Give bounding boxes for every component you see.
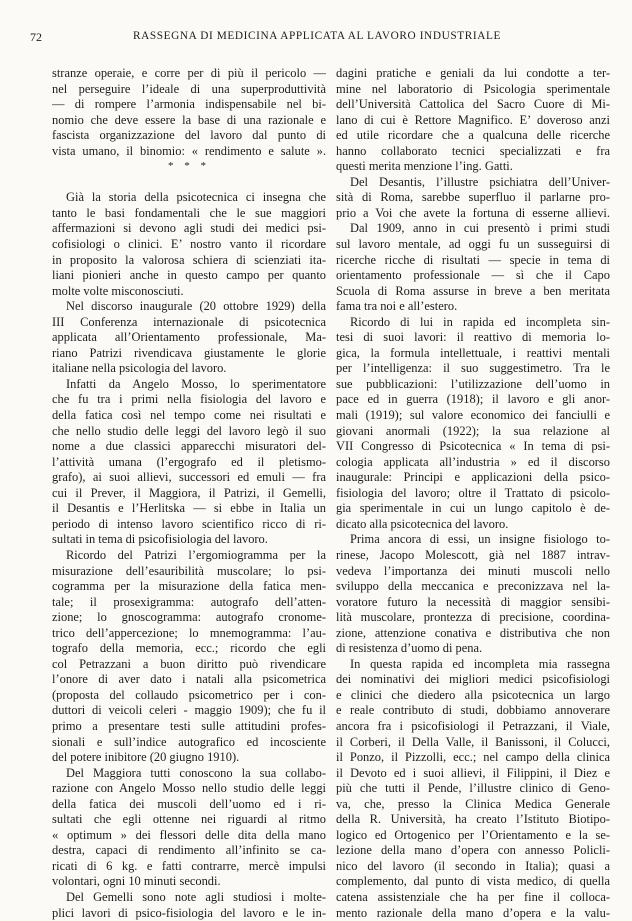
text-line: Del Gemelli sono note agli studiosi i molte- [66, 889, 326, 904]
text-line: Infatti da Angelo Mosso, lo sperimentatore [66, 376, 326, 391]
text-line: mali (1919); sul valore economico dei fanciulli e [336, 408, 610, 423]
text-line: cui il Prever, il Maggiora, il Patrizi, il Gemelli, [52, 485, 326, 500]
text-line: cogramma per la misurazione della fatica men- [52, 579, 326, 594]
text-line: sionali e sull’indice autografico ed incosciente [52, 734, 326, 749]
text-line: del potere inibitore (20 giugno 1910). [52, 750, 240, 765]
text-line: primo a presentare testi sulle attitudini profes- [52, 718, 326, 733]
text-line: che nello studio delle leggi del lavoro legò il suo [52, 423, 326, 438]
text-line: fama tra noi e all’estero. [336, 299, 458, 314]
text-line: della R. Università, ha creato l’Istituto Biotipo- [336, 812, 610, 827]
text-line: e clinici che diedero alla psicotecnica un largo [336, 687, 610, 702]
text-line: lità muscolare, prontezza di precisione, coordina- [336, 610, 610, 625]
text-line: il Desantis e l’Herlitska — si ebbe in Italia un [52, 501, 326, 516]
text-line: sità di Roma, sarebbe superfluo il parlarne pro- [336, 190, 610, 205]
text-line: duttori di veicoli celeri - maggio 1909); che fu il [52, 703, 326, 718]
text-line: * * * [168, 160, 210, 173]
text-line: Ricordo del Patrizi l’ergomiogramma per la [66, 547, 326, 562]
left-text-column [52, 66, 326, 921]
text-line: fisiologia del lavoro; oltre il Trattato di psicolo- [336, 485, 610, 500]
text-line: ancora fra i psicofisiologi il Petrazzani, il Viale, [336, 718, 610, 733]
text-line: logico ed Ortogenico per l’Orientamento e la se- [336, 827, 610, 842]
text-line: tanto le basi fondamentali che le sue maggiori [52, 205, 326, 220]
text-line: gica, la formula intellettuale, i reattivi mentali [336, 345, 610, 360]
text-line: sul lavoro mentale, ad oggi fu un susseguirsi di [336, 237, 610, 252]
text-line: il Devoto ed i suoi allievi, il Filippini, il Diez e [336, 765, 610, 780]
text-line: razione con Angelo Mosso nello studio delle leggi [52, 781, 326, 796]
text-line: della fatica così nel tempo come nei risultati e [52, 408, 326, 423]
text-line: lano di cui è Rettore Magnifico. E’ doveroso anzi [336, 112, 610, 127]
text-line: Dal 1909, anno in cui presentò i primi studi [350, 221, 610, 236]
text-line: In questa rapida ed incompleta mia rassegna [350, 656, 610, 671]
text-line: che fu tra i primi nella fisiologia del lavoro e [52, 392, 326, 407]
text-line: vista umano, il binomio: « rendimento e salute ». [52, 143, 326, 158]
running-header [30, 30, 604, 48]
text-line: hanno collaborato tecnici specializzati e fra [336, 143, 610, 158]
text-line: Ricordo di lui in rapida ed incompleta sin- [350, 314, 610, 329]
text-line: grafo), ai suoi allievi, successori ed emuli — fra [52, 470, 326, 485]
text-line: sue pubblicazioni: l’utilizzazione dell’uomo in [336, 376, 610, 391]
text-line: dicato alla psicotecnica del lavoro. [336, 516, 509, 531]
text-line: mine nel laboratorio di Psicologia sperimentale [336, 81, 610, 96]
text-line: inaugurale: Principi e applicazioni della psico- [336, 470, 610, 485]
text-line: Del Maggiora tutti conoscono la sua collabo- [66, 765, 326, 780]
text-line: sultati in tema di psicofisiologia del lavoro. [52, 532, 268, 547]
text-line: prio a Voi che avete la fortuna di esserne allievi. [336, 205, 610, 220]
text-line: periodo di intenso lavoro scientifico ricco di ri- [52, 516, 326, 531]
text-line: plici lavori di psico-fisiologia del lavoro e le in- [52, 905, 326, 920]
text-line: dell’Università Cattolica del Sacro Cuore di Mi- [336, 97, 610, 112]
text-line: il Ponzo, il Pizzolli, ecc.; nel campo della clinica [336, 750, 610, 765]
running-title: RASSEGNA DI MEDICINA APPLICATA AL LAVORO INDUSTRIALE [133, 30, 501, 42]
text-line: nomio che deve essere la base di una razionale e [52, 112, 326, 127]
text-line: Già la storia della psicotecnica ci insegna che [66, 190, 326, 205]
text-line: nome a due classici apparecchi misuratori del- [52, 439, 326, 454]
text-line: rinese, Jacopo Molescott, già nel 1887 intrav- [336, 547, 610, 562]
text-line: di resistenza d’uomo di pena. [336, 641, 483, 656]
text-line: il Corberi, il Della Valle, il Banissoni, il Colucci, [336, 734, 610, 749]
text-line: l’attività umana (l’ergografo ed il pletismo- [52, 454, 326, 469]
text-line: più che tutti il Pende, l’illustre clinico di Geno- [336, 781, 610, 796]
text-line: tografo della memoria, ecc.; ricordo che egli [52, 641, 326, 656]
text-line: nico del lavoro (il secondo in Italia); quasi a [336, 858, 610, 873]
text-line: destra, capaci di rendimento all’infinito se ca- [52, 843, 326, 858]
text-line: complemento, dal punto di vista medico, di quella [336, 874, 610, 889]
text-line: Scuola di Roma assurse in breve a ben meritata [336, 283, 610, 298]
text-line: (proposta del collaudo psicometrico per i con- [52, 687, 326, 702]
text-line: va, che, presso la Clinica Medica Generale [336, 796, 610, 811]
text-line: lezione della mano d’opera con annesso Policli- [336, 843, 610, 858]
text-line: VII Congresso di Psicotecnica « In tema di psi- [336, 439, 610, 454]
text-line: orientamento professionale — sì che il Capo [336, 268, 610, 283]
text-line: questi merita menzione l’ing. Gatti. [336, 159, 513, 174]
text-line: sultati che egli ottenne nei riguardi al ritmo [52, 812, 326, 827]
text-line: tale; il prosexigramma: autografo dell’atten- [52, 594, 326, 609]
text-line [52, 175, 326, 191]
text-line: voratore futuro la necessità di maggior sensibi- [336, 594, 610, 609]
text-line: ricerche ricche di risultati — specie in tema di [336, 252, 610, 267]
text-line: gia sperimentale in cui un lungo capitolo è de- [336, 501, 610, 516]
text-line: misurazione dell’esauribilità muscolare; lo psi- [52, 563, 326, 578]
text-line: zione, attenzione conativa e distributiva che non [336, 625, 610, 640]
text-line: giovani anormali (1922); la sua relazione al [336, 423, 610, 438]
text-line: della fatica dei muscoli dell’uomo ed i ri- [52, 796, 326, 811]
text-line: « optimum » dei flessori delle dita della mano [52, 827, 326, 842]
text-line: ricati di 6 kg. e fatti contrarre, mercè impulsi [52, 858, 326, 873]
text-line: liani pionieri anche in questo campo per quanto [52, 268, 326, 283]
text-line: pace ed in guerra (1918); il lavoro e gli anor- [336, 392, 610, 407]
text-line: ed utile ricordare che a qualcuna delle ricerche [336, 128, 610, 143]
text-line: affermazioni si devono agli studi dei medici psi- [52, 221, 326, 236]
text-line: fascista organizzazione del lavoro dal punto di [52, 128, 326, 143]
text-line: catena assistenziale che ha per fine il colloca- [336, 889, 610, 904]
text-line: l’onore di aver dato i natali alla psicometrica [52, 672, 326, 687]
text-line: italiane nella psicologia del lavoro. [52, 361, 227, 376]
text-line: riano Patrizi rivendicava giustamente le glorie [52, 345, 326, 360]
text-line: per l’intelligenza: il suo suggestimetro. Tra le [336, 361, 610, 376]
text-line: vedeva l’importanza dei minuti muscoli nello [336, 563, 610, 578]
page-number: 72 [30, 30, 42, 44]
text-line: Nel discorso inaugurale (20 ottobre 1929) della [66, 299, 326, 314]
text-line: zione; lo gnoscogramma: autografo cronome- [52, 610, 326, 625]
text-line: dagini pratiche e geniali da lui condotte a ter- [336, 66, 610, 80]
text-line: dei nominativi dei migliori medici psicofisiologi [336, 672, 610, 687]
text-line: mento razionale della mano d’opera e la valu- [336, 905, 610, 920]
text-line: in proposito la valorosa schiera di scienziati ita- [52, 252, 326, 267]
text-line: col Petrazzani a buon diritto può rivendicare [52, 656, 326, 671]
text-line: molte volte misconosciuti. [52, 283, 184, 298]
text-line: Del Desantis, l’illustre psichiatra dell’Univer- [350, 174, 610, 189]
text-line: sviluppo della meccanica e preconizzava nel la- [336, 579, 610, 594]
text-line: applicata all’Orientamento professionale, Ma- [52, 330, 326, 345]
text-line: cofisiologi o clinici. E’ nostro vanto il ricordare [52, 237, 326, 252]
text-line: — di rompere l’armonia indispensabile nel bi- [52, 97, 326, 112]
text-line: e reale contributo di studi, dobbiamo annoverare [336, 703, 610, 718]
text-line: volontari, ogni 10 minuti secondi. [52, 874, 221, 889]
right-text-column [336, 66, 610, 921]
text-line: tesi di suoi lavori: il reattivo di memoria lo- [336, 330, 610, 345]
text-line: nel perseguire l’ideale di una superproduttività [52, 81, 326, 96]
text-line: trico dell’appercezione; lo mnemogramma: l’au- [52, 625, 326, 640]
text-line: Prima ancora di essi, un insigne fisiologo to- [350, 532, 610, 547]
text-line: III Conferenza internazionale di psicotecnica [52, 314, 326, 329]
text-line: stranze operaie, e corre per di più il pericolo — [52, 66, 326, 80]
text-line: cologia applicata all’industria » ed il discorso [336, 454, 610, 469]
